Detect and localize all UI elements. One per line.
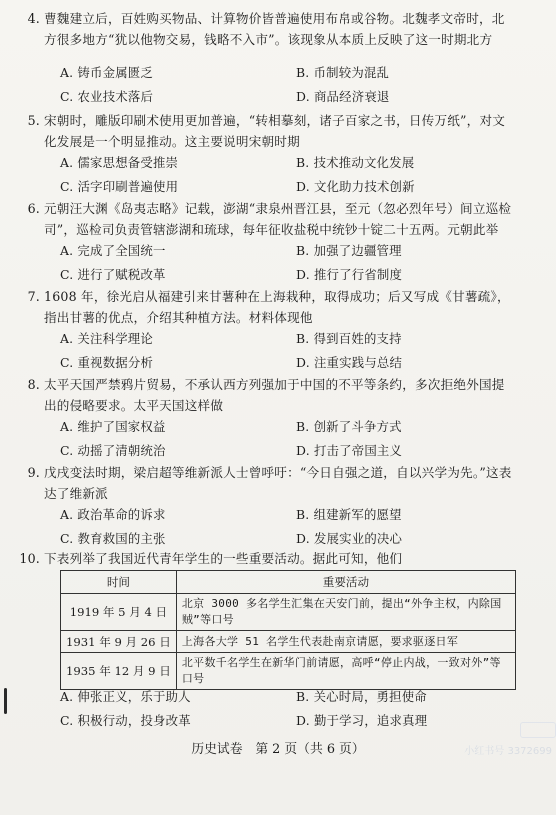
option-b: B. 创新了斗争方式	[296, 419, 402, 434]
question-number: 8.	[27, 377, 40, 392]
question-number: 4.	[27, 11, 40, 26]
table-cell-activity: 上海各大学 51 名学生代表赴南京请愿，要求驱逐日军	[176, 631, 515, 653]
watermark-logo-icon	[520, 722, 556, 738]
option-b: B. 得到百姓的支持	[296, 331, 402, 346]
question-stem: 戊戌变法时期，梁启超等维新派人士曾呼吁：“今日自强之道，自以兴学为先。”这表达了维新派	[44, 465, 512, 501]
watermark: 小红书号 3372699	[464, 746, 552, 757]
question-number: 7.	[27, 289, 40, 304]
table-row	[61, 594, 516, 631]
option-b: B. 关心时局，勇担使命	[296, 689, 427, 704]
table-row	[61, 631, 516, 653]
question-stem: 曹魏建立后，百姓购买物品、计算物价皆普遍使用布帛或谷物。北魏孝文帝时，北方很多地方“犹以他物交易，钱略不入市”。该现象从本质上反映了这一时期北方	[44, 11, 505, 47]
option-a: A. 完成了全国统一	[60, 243, 166, 258]
question-stem: 下表列举了我国近代青年学生的一些重要活动。据此可知，他们	[44, 551, 403, 566]
option-b: B. 技术推动文化发展	[296, 155, 415, 170]
option-c: C. 教育救国的主张	[60, 531, 166, 546]
table-cell-activity: 北京 3000 多名学生汇集在天安门前，提出“外争主权，内除国贼”等口号	[176, 594, 515, 631]
option-b: B. 币制较为混乱	[296, 65, 390, 80]
option-c: C. 活字印刷普遍使用	[60, 179, 179, 194]
option-a: A. 儒家思想备受推崇	[60, 155, 179, 170]
option-a: A. 维护了国家权益	[60, 419, 166, 434]
table-cell-time: 1919 年 5 月 4 日	[61, 594, 177, 631]
option-c: C. 动摇了清朝统治	[60, 443, 166, 458]
option-c: C. 进行了赋税改革	[60, 267, 166, 282]
option-b: B. 组建新军的愿望	[296, 507, 402, 522]
table-header-time: 时间	[61, 571, 177, 594]
option-a: A. 伸张正义，乐于助人	[60, 689, 191, 704]
table-header-activity: 重要活动	[176, 571, 515, 594]
question-stem: 太平天国严禁鸦片贸易，不承认西方列强加于中国的不平等条约，多次拒绝外国提出的侵略要求。太平天国这样做	[44, 377, 505, 413]
option-b: B. 加强了边疆管理	[296, 243, 402, 258]
question-stem: 元朝汪大渊《岛夷志略》记载，澎湖“隶泉州晋江县，至元（忽必烈年号）间立巡检司”，巡检司负责管辖澎湖和琉球，每年征收盐税中统钞十锭二十五两。元朝此举	[44, 201, 512, 237]
question-number: 5.	[27, 113, 40, 128]
question-stem: 1608 年，徐光启从福建引来甘薯种在上海栽种，取得成功；后又写成《甘薯疏》，指出甘薯的优点，介绍其种植方法。材料体现他	[44, 289, 510, 325]
option-d: D. 打击了帝国主义	[296, 443, 403, 458]
table-cell-time: 1935 年 12 月 9 日	[61, 653, 177, 690]
table-row	[61, 653, 516, 690]
table-header-row	[61, 571, 516, 594]
option-d: D. 文化助力技术创新	[296, 179, 415, 194]
option-c: C. 农业技术落后	[60, 89, 154, 104]
table-cell-time: 1931 年 9 月 26 日	[61, 631, 177, 653]
option-a: A. 关注科学理论	[60, 331, 153, 346]
option-d: D. 商品经济衰退	[296, 89, 390, 104]
option-d: D. 勤于学习，追求真理	[296, 713, 428, 728]
option-c: C. 积极行动，投身改革	[60, 713, 191, 728]
activities-table	[60, 570, 516, 690]
option-d: D. 注重实践与总结	[296, 355, 403, 370]
question-number: 6.	[27, 201, 40, 216]
page-footer: 历史试卷 第 2 页（共 6 页）	[191, 742, 365, 757]
binding-mark	[4, 688, 7, 714]
option-a: A. 政治革命的诉求	[60, 507, 166, 522]
option-a: A. 铸币金属匮乏	[60, 65, 153, 80]
option-d: D. 发展实业的决心	[296, 531, 403, 546]
option-d: D. 推行了行省制度	[296, 267, 403, 282]
option-c: C. 重视数据分析	[60, 355, 154, 370]
table-cell-activity: 北平数千名学生在新华门前请愿，高呼“停止内战，一致对外”等口号	[176, 653, 515, 690]
question-stem: 宋朝时，雕版印刷术使用更加普遍，“转相摹刻，诸子百家之书，日传万纸”，对文化发展是一个明显推动。这主要说明宋朝时期	[44, 113, 506, 149]
question-number: 10.	[19, 551, 40, 566]
question-number: 9.	[27, 465, 40, 480]
